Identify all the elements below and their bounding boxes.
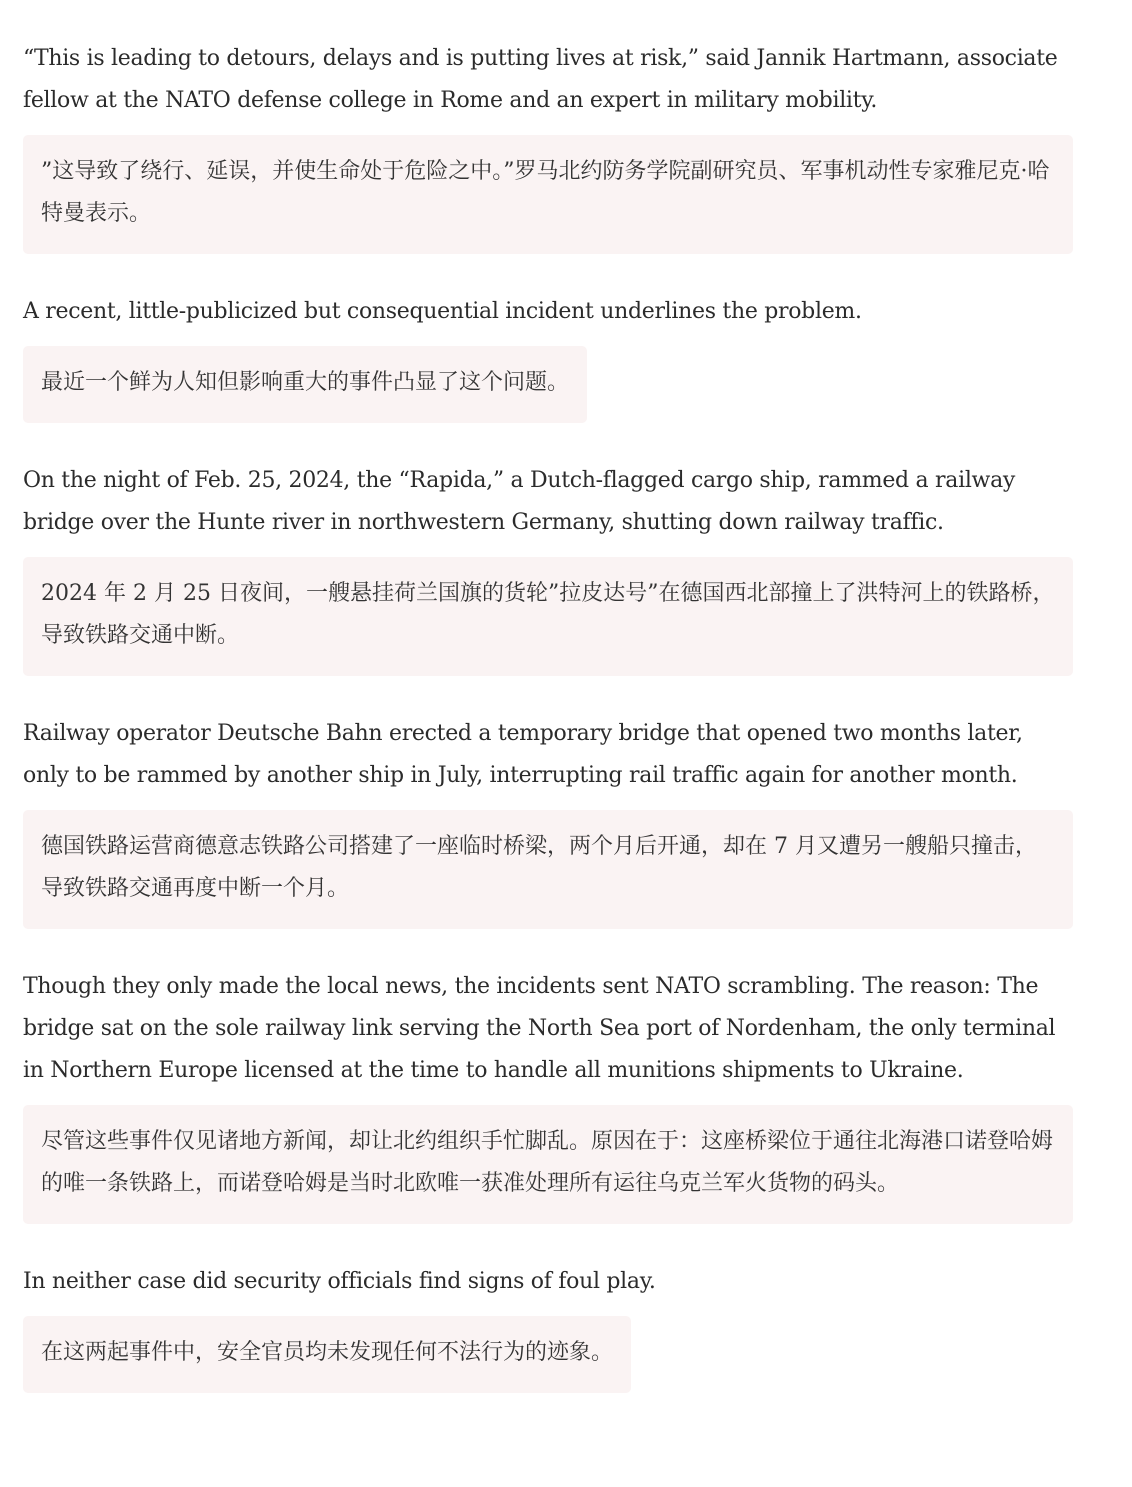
english-paragraph-3: On the night of Feb. 25, 2024, the “Rapida,” a Dutch-flagged cargo ship, rammed a railway bridge over the Hunte river in northwestern Germany, shutting down railway traffic. <box>23 468 1016 535</box>
english-paragraph-4: Railway operator Deutsche Bahn erected a temporary bridge that opened two months later, only to be rammed by another ship in July, interrupting rail traffic again for another month. <box>23 721 1023 788</box>
chinese-translation-3: 2024 年 2 月 25 日夜间，一艘悬挂荷兰国旗的货轮”拉皮达号”在德国西北部撞上了洪特河上的铁路桥，导致铁路交通中断。 <box>23 557 1073 676</box>
chinese-translation-2: 最近一个鲜为人知但影响重大的事件凸显了这个问题。 <box>23 346 587 423</box>
chinese-translation-5: 尽管这些事件仅见诸地方新闻，却让北约组织手忙脚乱。原因在于：这座桥梁位于通往北海港口诺登哈姆的唯一条铁路上，而诺登哈姆是当时北欧唯一获准处理所有运往乌克兰军火货物的码头。 <box>23 1105 1073 1224</box>
english-paragraph-1: “This is leading to detours, delays and is putting lives at risk,” said Jannik Hartmann, associate fellow at the NATO defense college in Rome and an expert in military mobility. <box>23 46 1058 113</box>
english-paragraph-2: A recent, little-publicized but consequential incident underlines the problem. <box>23 299 862 324</box>
english-paragraph-5: Though they only made the local news, the incidents sent NATO scrambling. The reason: The bridge sat on the sole railway link serving the North Sea port of Nordenham, the only terminal in Northern Europe licensed at the time to handle all munitions shipments to Ukraine. <box>23 974 1056 1083</box>
bilingual-article <box>23 38 1073 1430</box>
english-paragraph-6: In neither case did security officials find signs of foul play. <box>23 1269 656 1294</box>
translation-wrapper-6 <box>23 1316 1073 1430</box>
translation-wrapper-2 <box>23 346 1073 460</box>
chinese-translation-4: 德国铁路运营商德意志铁路公司搭建了一座临时桥梁，两个月后开通，却在 7 月又遭另一艘船只撞击，导致铁路交通再度中断一个月。 <box>23 810 1073 929</box>
chinese-translation-1: ”这导致了绕行、延误，并使生命处于危险之中。”罗马北约防务学院副研究员、军事机动性专家雅尼克·哈特曼表示。 <box>23 135 1073 254</box>
chinese-translation-6: 在这两起事件中，安全官员均未发现任何不法行为的迹象。 <box>23 1316 631 1393</box>
